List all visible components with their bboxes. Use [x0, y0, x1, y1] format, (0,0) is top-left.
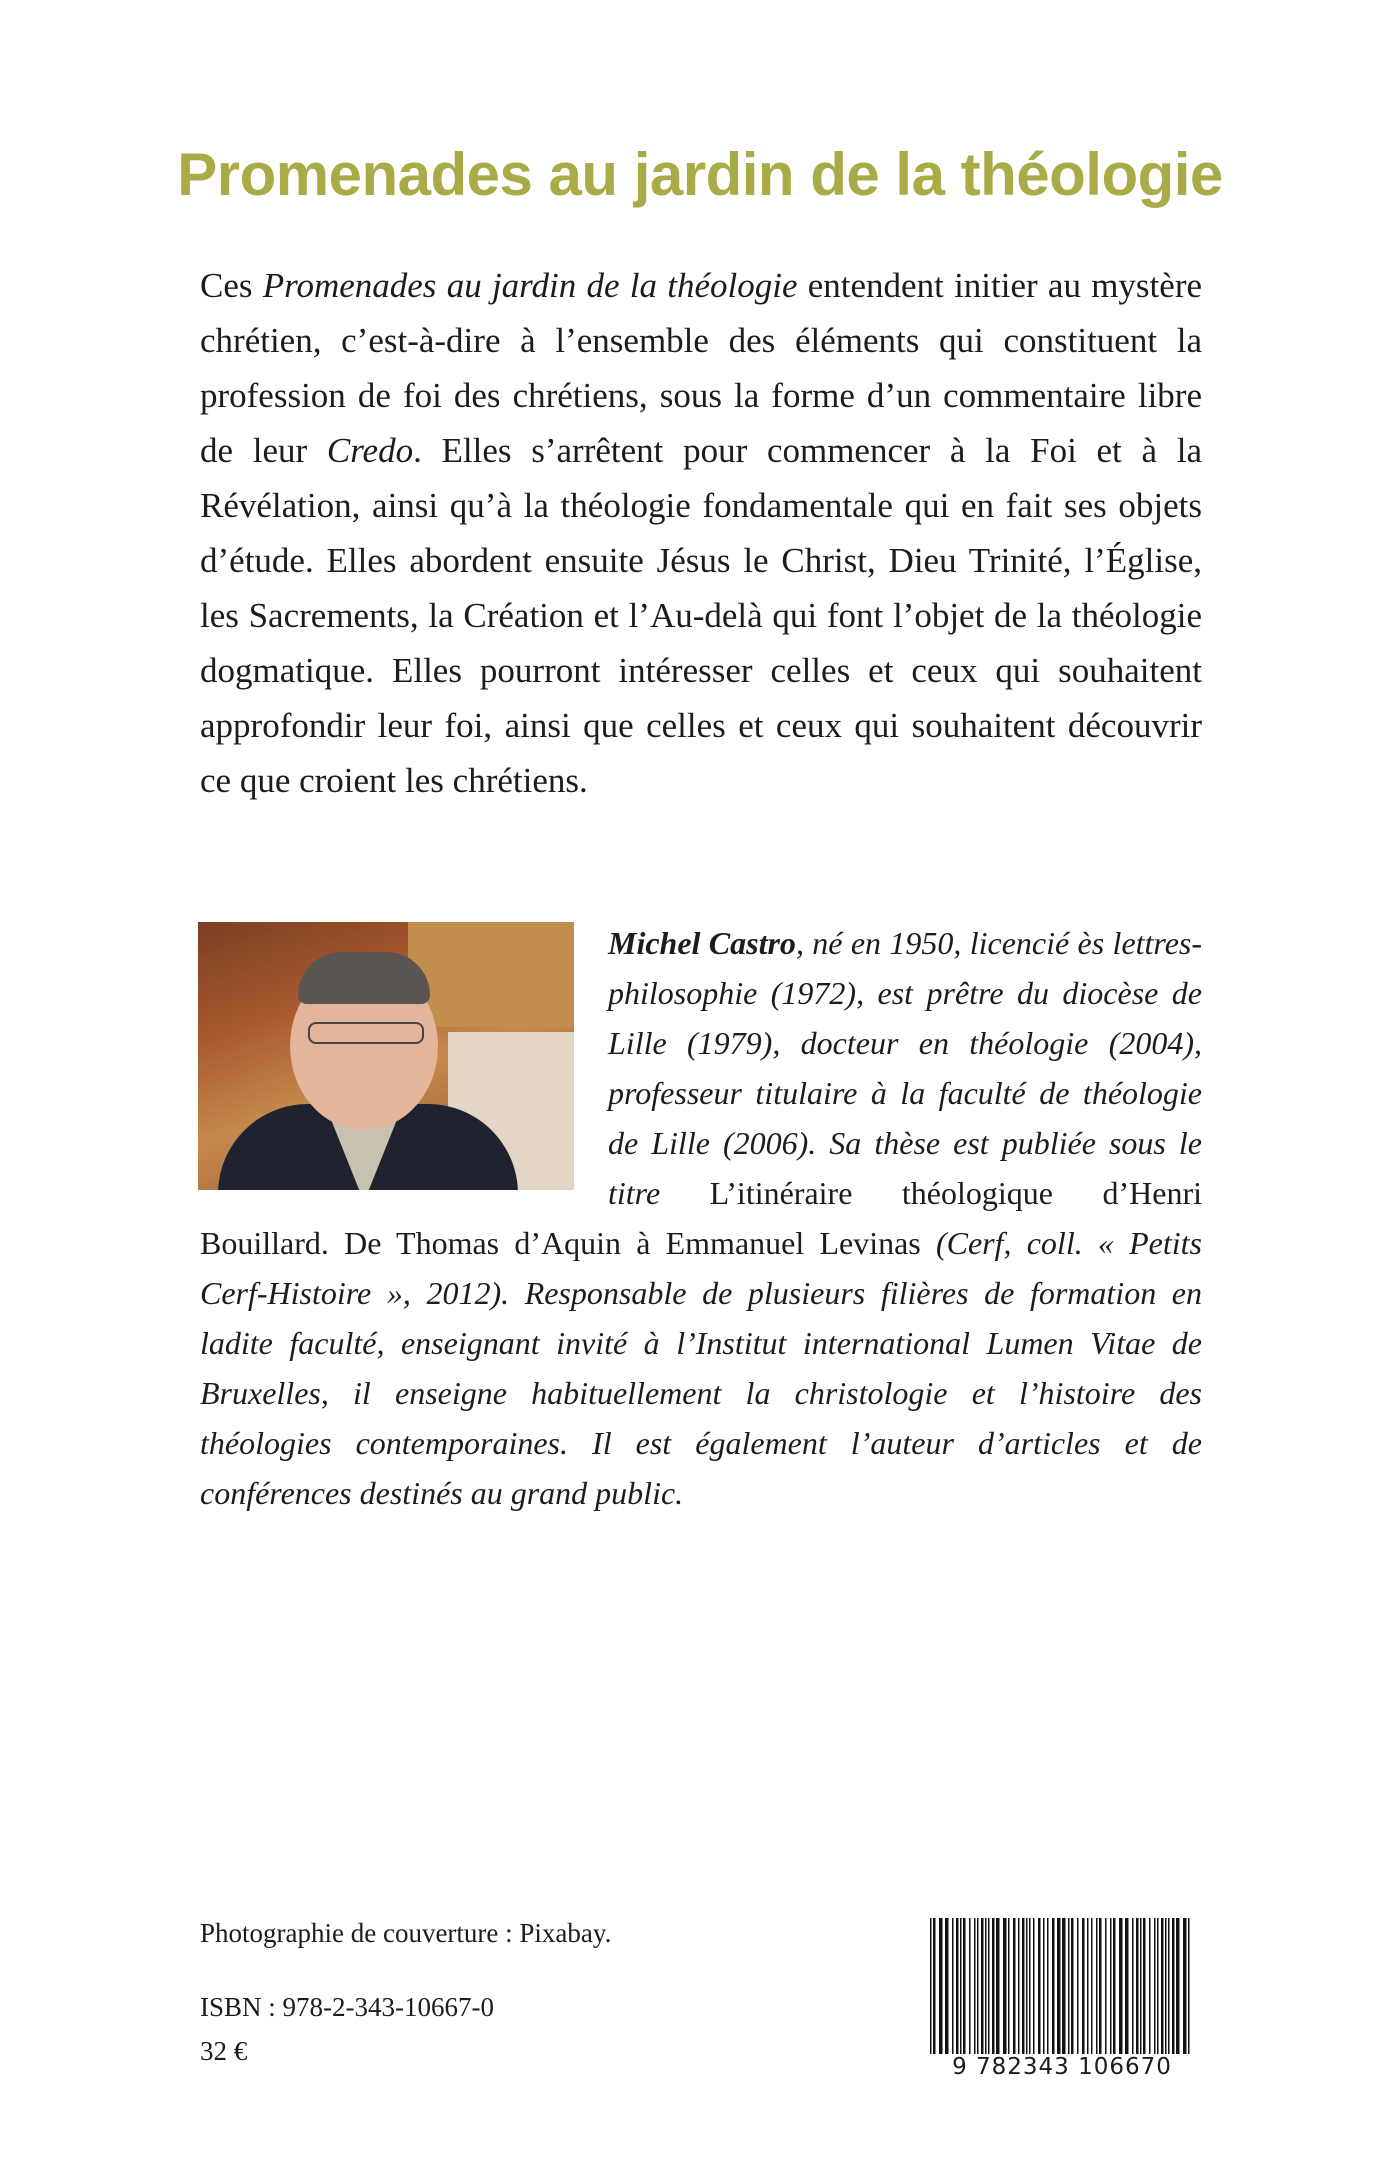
barcode-bar [1161, 1918, 1164, 2058]
back-cover-blurb [200, 258, 1202, 808]
barcode-bar [992, 1918, 995, 2058]
barcode-bar [1110, 1918, 1112, 2058]
barcode-bar [956, 1918, 959, 2058]
barcode-bar [1176, 1918, 1180, 2058]
barcode-bar [1132, 1918, 1134, 2058]
barcode-bar [1082, 1918, 1085, 2058]
barcode-bar [1008, 1918, 1010, 2058]
price: 32 € [200, 2036, 248, 2066]
author-bio [200, 918, 1202, 1518]
barcode-bar [1026, 1918, 1028, 2058]
barcode-bar [1052, 1918, 1055, 2058]
barcode-bar [1096, 1918, 1098, 2058]
barcode-bar [1165, 1918, 1167, 2058]
barcode-bar [1047, 1918, 1049, 2058]
barcode-bar [969, 1918, 971, 2058]
barcode-bar [1091, 1918, 1093, 2058]
barcode-bar [1071, 1918, 1074, 2058]
barcode-bar [930, 1918, 932, 2058]
blurb-book-title: Promenades au jardin de la théologie [262, 266, 798, 305]
isbn: ISBN : 978-2-343-10667-0 [200, 1992, 494, 2022]
author-photo [198, 922, 574, 1190]
barcode-bar [1172, 1918, 1175, 2058]
barcode-bar [933, 1918, 936, 2058]
barcode-bar [1113, 1918, 1116, 2058]
barcode-bar [1077, 1918, 1079, 2058]
barcode-bar [977, 1918, 979, 2058]
book-title: Promenades au jardin de la théologie [177, 141, 1223, 209]
barcode-bar [1188, 1918, 1190, 2058]
barcode-bar [1003, 1918, 1007, 2058]
barcode-bar [1157, 1918, 1159, 2058]
photo-credit: Photographie de couverture : Pixabay. [200, 1918, 612, 1948]
isbn-barcode [924, 1918, 1200, 2080]
barcode-bar [939, 1918, 943, 2058]
thesis-title: L’itinéraire théologique d’Henri Bouillard. De Thomas d’Aquin à Emmanuel Levinas [200, 1175, 1203, 1261]
barcode-bar [1136, 1918, 1139, 2058]
barcode-bar [1018, 1918, 1020, 2058]
barcode-bar [1140, 1918, 1142, 2058]
barcode-bar [996, 1918, 1000, 2058]
barcode-bar [1099, 1918, 1102, 2058]
barcode-bar [1119, 1918, 1123, 2058]
author-bio-part1: , né en 1950, licencié ès lettres-philosophie (1972), est prêtre du diocèse de Lille (1979), docteur en théologie (2004), professeur titulaire à la faculté de théologie de Lille (2006). Sa thèse est publiée sous le titre [608, 925, 1203, 1211]
barcode-bar [1033, 1918, 1035, 2058]
barcode-bars [924, 1918, 1200, 2058]
barcode-bar [1068, 1918, 1070, 2058]
barcode-bar [1143, 1918, 1146, 2058]
barcode-bar [952, 1918, 954, 2058]
barcode-bar [1125, 1918, 1129, 2058]
barcode-bar [1013, 1918, 1016, 2058]
author-bio-part2: (Cerf, coll. « Petits Cerf-Histoire », 2012). Responsable de plusieurs filières de formation en ladite faculté, enseignant invité à l’Institut international Lumen Vitae de Bruxelles, il enseigne habituellement la christologie et l’histoire des théologies contemporaines. Il est également l’auteur d’articles et de conférences destinés au grand public. [200, 1225, 1202, 1511]
barcode-bar [974, 1918, 976, 2058]
barcode-bar [1149, 1918, 1151, 2058]
barcode-bar [1043, 1918, 1045, 2058]
blurb-text-part2: entendent initier au mystère chrétien, c’est-à-dire à l’ensemble des éléments qui constituent la profession de foi des chrétiens, sous la forme d’un commentaire libre de leur [200, 266, 1203, 470]
barcode-bar [1183, 1918, 1187, 2058]
barcode-bar [981, 1918, 984, 2058]
blurb-text-part3: . Elles s’arrêtent pour commencer à la Foi et à la Révélation, ainsi qu’à la théologie fondamentale qui en fait ses objets d’étude. Elles abordent ensuite Jésus le Christ, Dieu Trinité, l’Église, les Sacrements, la Création et l’Au-delà qui font l’objet de la théologie dogmatique. Elles pourront intéresser celles et ceux qui souhaitent approfondir leur foi, ainsi que celles et ceux qui souhaitent découvrir ce que croient les chrétiens. [200, 431, 1202, 800]
barcode-bar [1062, 1918, 1066, 2058]
barcode-bar [945, 1918, 949, 2058]
barcode-bar [1029, 1918, 1031, 2058]
barcode-bar [1168, 1918, 1170, 2058]
barcode-bar [985, 1918, 987, 2058]
barcode-bar [988, 1918, 990, 2058]
barcode-bar [1057, 1918, 1061, 2058]
barcode-bar [1022, 1918, 1025, 2058]
blurb-credo: Credo [326, 431, 414, 470]
barcode-bar [960, 1918, 962, 2058]
barcode-bar [1154, 1918, 1156, 2058]
barcode-bar [1087, 1918, 1089, 2058]
barcode-bar [1038, 1918, 1041, 2058]
barcode-digits: 9 782343 106670 [924, 2054, 1200, 2084]
barcode-bar [1105, 1918, 1107, 2058]
author-name: Michel Castro [608, 925, 796, 961]
barcode-bar [963, 1918, 966, 2058]
blurb-intro: Ces [200, 266, 263, 305]
